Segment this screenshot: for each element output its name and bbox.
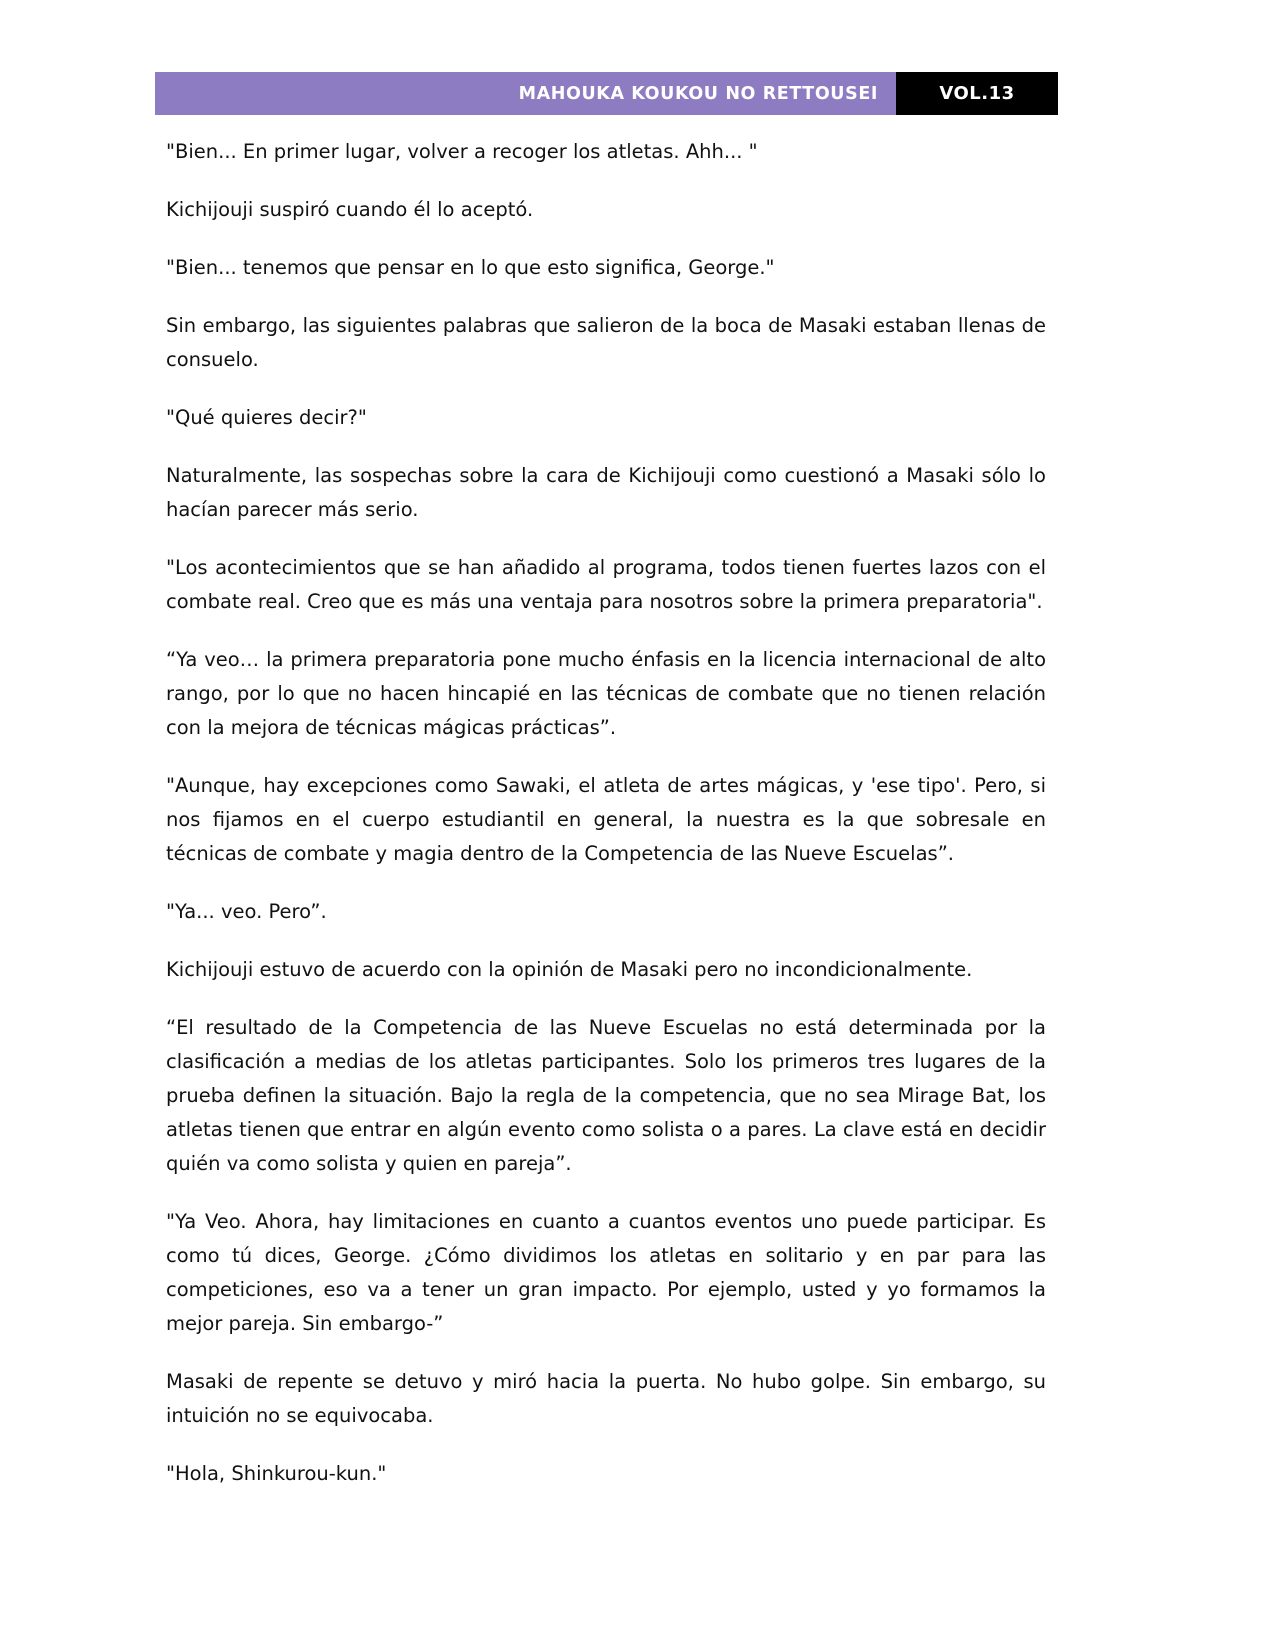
series-title: MAHOUKA KOUKOU NO RETTOUSEI — [518, 83, 878, 104]
paragraph: Kichijouji suspiró cuando él lo aceptó. — [166, 198, 534, 221]
paragraph: “El resultado de la Competencia de las Nueve Escuelas no está determinada por la clasificación a medias de los atletas participantes. Solo los primeros tres lugares de la prueba definen la situación. Bajo la regla de la competencia, que no sea Mirage Bat, los atletas tienen que entrar en algún evento como solista o a pares. La clave está en decidir quién va como solista y quien en pareja”. — [166, 1016, 1046, 1175]
paragraph: Masaki de repente se detuvo y miró hacia la puerta. No hubo golpe. Sin embargo, su intuición no se equivocaba. — [166, 1370, 1046, 1427]
volume-block — [896, 72, 1058, 115]
page-header — [155, 72, 1058, 115]
header-title-bar — [155, 72, 896, 115]
page-body — [166, 135, 1046, 1491]
paragraph: "Ya Veo. Ahora, hay limitaciones en cuanto a cuantos eventos uno puede participar. Es como tú dices, George. ¿Cómo dividimos los atletas en solitario y en par para las competiciones, eso va a tener un gran impacto. Por ejemplo, usted y yo formamos la mejor pareja. Sin embargo-” — [166, 1210, 1046, 1335]
paragraph: Kichijouji estuvo de acuerdo con la opinión de Masaki pero no incondicionalmente. — [166, 958, 973, 981]
paragraph: Naturalmente, las sospechas sobre la cara de Kichijouji como cuestionó a Masaki sólo lo hacían parecer más serio. — [166, 464, 1046, 521]
paragraph: "Bien... En primer lugar, volver a recoger los atletas. Ahh... " — [166, 140, 758, 163]
paragraph: "Aunque, hay excepciones como Sawaki, el atleta de artes mágicas, y 'ese tipo'. Pero, si nos fijamos en el cuerpo estudiantil en general, la nuestra es la que sobresale en técnicas de combate y magia dentro de la Competencia de las Nueve Escuelas”. — [166, 774, 1046, 865]
paragraph: Sin embargo, las siguientes palabras que salieron de la boca de Masaki estaban llenas de consuelo. — [166, 314, 1046, 371]
paragraph: "Hola, Shinkurou-kun." — [166, 1462, 387, 1485]
volume-label: VOL.13 — [939, 83, 1015, 104]
paragraph: “Ya veo… la primera preparatoria pone mucho énfasis en la licencia internacional de alto rango, por lo que no hacen hincapié en las técnicas de combate que no tienen relación con la mejora de técnicas mágicas prácticas”. — [166, 648, 1046, 739]
paragraph: "Qué quieres decir?" — [166, 406, 367, 429]
paragraph: "Ya... veo. Pero”. — [166, 900, 327, 923]
paragraph: "Bien... tenemos que pensar en lo que esto significa, George." — [166, 256, 775, 279]
paragraph: "Los acontecimientos que se han añadido al programa, todos tienen fuertes lazos con el combate real. Creo que es más una ventaja para nosotros sobre la primera preparatoria". — [166, 556, 1046, 613]
